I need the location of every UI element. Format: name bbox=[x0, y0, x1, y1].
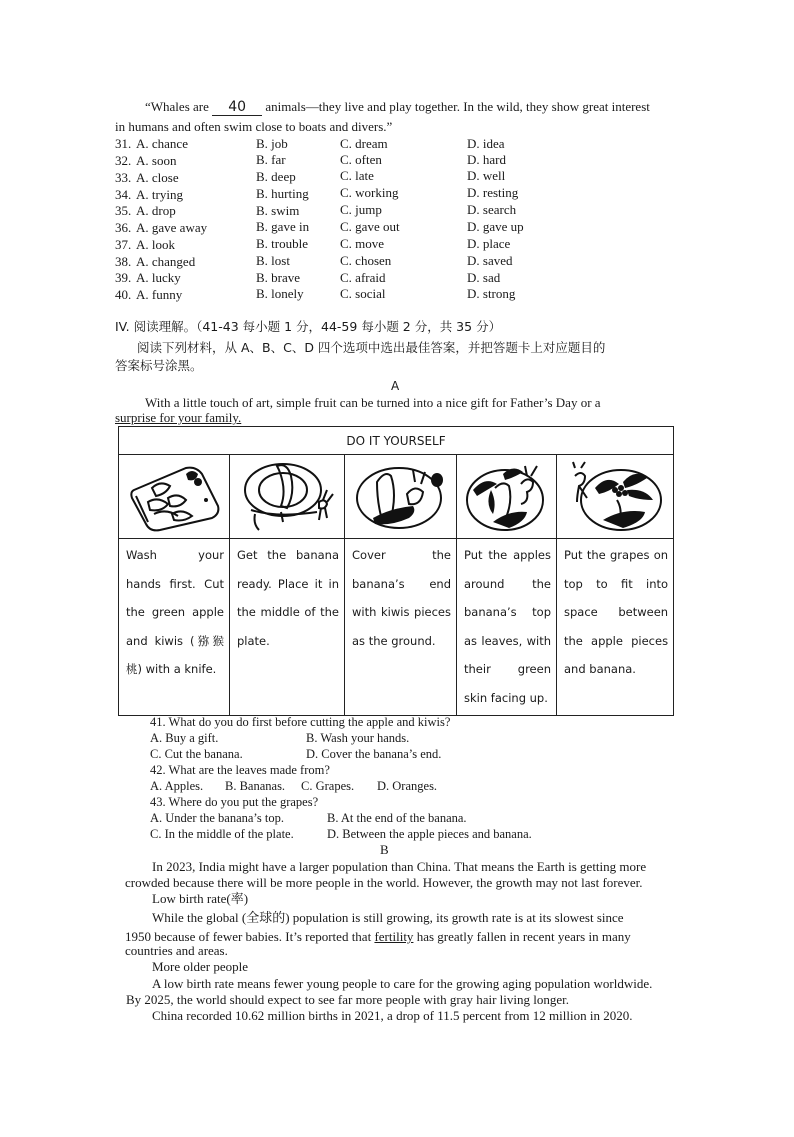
question-number: 35. bbox=[115, 203, 132, 218]
option-a: A. trying bbox=[136, 187, 183, 202]
option-a: A. chance bbox=[136, 136, 188, 151]
option-c: C. late bbox=[340, 168, 374, 183]
step-1-image bbox=[119, 455, 230, 539]
option-d: D. Cover the banana’s end. bbox=[306, 747, 442, 761]
option-d: D. saved bbox=[467, 253, 513, 268]
question-number: 38. bbox=[115, 254, 132, 269]
diy-table bbox=[118, 426, 674, 716]
option-c: C. Cut the banana. bbox=[150, 747, 243, 761]
underlined-word-fertility: fertility bbox=[374, 929, 414, 944]
question-number: 39. bbox=[115, 270, 132, 285]
option-b: B. swim bbox=[256, 203, 300, 218]
passage-b-p2-line1: While the global (全球的) population is still growing, its growth rate is at its slowest since bbox=[152, 910, 624, 925]
diy-table-title: DO IT YOURSELF bbox=[119, 427, 674, 455]
option-b: B. hurting bbox=[256, 186, 309, 201]
option-c: C. In the middle of the plate. bbox=[150, 827, 294, 841]
step-3-image bbox=[345, 455, 457, 539]
option-d: D. Between the apple pieces and banana. bbox=[327, 827, 532, 841]
option-c: C. dream bbox=[340, 136, 388, 151]
question-stem: 41. What do you do first before cutting the apple and kiwis? bbox=[150, 715, 451, 729]
passage-a-intro-line1: With a little touch of art, simple fruit can be turned into a nice gift for Father’s Day or a bbox=[145, 395, 601, 410]
cloze-passage-line2: in humans and often swim close to boats and divers.” bbox=[115, 119, 393, 134]
step-2-image bbox=[230, 455, 345, 539]
instruction-line2: 答案标号涂黑。 bbox=[115, 358, 203, 373]
blank-40: 40 bbox=[212, 100, 262, 116]
option-c: C. jump bbox=[340, 202, 382, 217]
passage-text: 1950 because of fewer babies. It’s reported that bbox=[125, 929, 375, 944]
option-b: B. lonely bbox=[256, 286, 304, 301]
question-number: 37. bbox=[115, 237, 132, 252]
passage-b-label: B bbox=[380, 842, 389, 857]
passage-b-p3-line2: By 2025, the world should expect to see far more people with gray hair living longer. bbox=[126, 992, 569, 1007]
option-d: D. Oranges. bbox=[377, 779, 438, 793]
option-c: C. chosen bbox=[340, 253, 392, 268]
option-a: A. Under the banana’s top. bbox=[150, 811, 284, 825]
banana-on-plate-icon bbox=[237, 460, 337, 534]
option-b: B. job bbox=[256, 136, 288, 151]
question-number: 34. bbox=[115, 187, 132, 202]
option-c: C. often bbox=[340, 152, 382, 167]
passage-b-p1-line1: In 2023, India might have a larger population than China. That means the Earth is getting more bbox=[152, 859, 647, 874]
option-a: A. Buy a gift. bbox=[150, 731, 219, 745]
option-d: D. hard bbox=[467, 152, 506, 167]
passage-text: animals—they live and play together. In the wild, they show great interest bbox=[265, 99, 650, 114]
option-c: C. working bbox=[340, 185, 399, 200]
option-a: A. lucky bbox=[136, 270, 181, 285]
passage-b-p2-line3: countries and areas. bbox=[125, 943, 228, 958]
passage-text: has greatly fallen in recent years in many bbox=[413, 929, 631, 944]
option-b: B. deep bbox=[256, 169, 296, 184]
passage-text: “Whales are bbox=[145, 99, 209, 114]
option-b: B. brave bbox=[256, 270, 301, 285]
question-stem: 42. What are the leaves made from? bbox=[150, 763, 330, 777]
option-d: D. sad bbox=[467, 270, 501, 285]
passage-b-p1-line2: crowded because there will be more people in the world. However, the growth may not last forever. bbox=[125, 875, 643, 890]
passage-b-p4-line1: China recorded 10.62 million births in 2021, a drop of 11.5 percent from 12 million in 2020. bbox=[152, 1008, 633, 1023]
banana-kiwi-ground-icon bbox=[351, 460, 451, 534]
step-4-text: Put the apples around the banana’s top as leaves, with their green skin facing up. bbox=[457, 539, 557, 716]
option-c: C. Grapes. bbox=[301, 779, 355, 793]
passage-b-p3-line1: A low birth rate means fewer young people to care for the growing aging population worldwide. bbox=[152, 976, 653, 991]
option-b: B. gave in bbox=[256, 219, 310, 234]
question-number: 33. bbox=[115, 170, 132, 185]
passage-a-label: A bbox=[391, 379, 400, 393]
passage-b-heading-older-people: More older people bbox=[152, 959, 249, 974]
section-title: IV. 阅读理解。（41-43 每小题 1 分，44-59 每小题 2 分，共 35 分） bbox=[115, 319, 502, 334]
question-number: 32. bbox=[115, 153, 132, 168]
question-number: 31. bbox=[115, 136, 132, 151]
step-3-text: Cover the banana’s end with kiwis pieces as the ground. bbox=[345, 539, 457, 716]
question-stem: 43. Where do you put the grapes? bbox=[150, 795, 319, 809]
option-b: B. far bbox=[256, 152, 286, 167]
option-d: D. well bbox=[467, 168, 506, 183]
option-d: D. gave up bbox=[467, 219, 524, 234]
step-1-text: Wash your hands first. Cut the green apple and kiwis (猕猴桃) with a knife. bbox=[119, 539, 230, 716]
option-a: A. soon bbox=[136, 153, 177, 168]
option-a: A. look bbox=[136, 237, 175, 252]
option-a: A. close bbox=[136, 170, 179, 185]
passage-b-heading-low-birth-rate: Low birth rate(率) bbox=[152, 891, 249, 906]
option-d: D. search bbox=[467, 202, 517, 217]
apple-leaves-icon bbox=[463, 460, 551, 534]
step-5-image bbox=[557, 455, 674, 539]
option-d: D. strong bbox=[467, 286, 516, 301]
passage-a-intro-line2: surprise for your family. bbox=[115, 410, 242, 425]
option-a: A. drop bbox=[136, 203, 176, 218]
option-b: B. Wash your hands. bbox=[306, 731, 410, 745]
option-d: D. idea bbox=[467, 136, 505, 151]
option-c: C. move bbox=[340, 236, 385, 251]
question-number: 40. bbox=[115, 287, 132, 302]
cloze-passage-line1 bbox=[145, 99, 650, 116]
option-b: B. Bananas. bbox=[225, 779, 286, 793]
step-2-text: Get the banana ready. Place it in the middle of the plate. bbox=[230, 539, 345, 716]
option-c: C. gave out bbox=[340, 219, 400, 234]
option-b: B. lost bbox=[256, 253, 290, 268]
option-d: D. resting bbox=[467, 185, 519, 200]
instruction-line1: 阅读下列材料，从 A、B、C、D 四个选项中选出最佳答案，并把答题卡上对应题目的 bbox=[137, 340, 606, 355]
option-a: A. Apples. bbox=[150, 779, 204, 793]
option-c: C. afraid bbox=[340, 270, 386, 285]
question-number: 36. bbox=[115, 220, 132, 235]
option-d: D. place bbox=[467, 236, 511, 251]
option-b: B. At the end of the banana. bbox=[327, 811, 467, 825]
cutting-board-fruit-icon bbox=[126, 462, 222, 532]
step-4-image bbox=[457, 455, 557, 539]
option-a: A. funny bbox=[136, 287, 183, 302]
option-b: B. trouble bbox=[256, 236, 308, 251]
grapes-top-icon bbox=[565, 460, 665, 534]
option-c: C. social bbox=[340, 286, 386, 301]
option-a: A. gave away bbox=[136, 220, 208, 235]
step-5-text: Put the grapes on top to fit into space between the apple pieces and banana. bbox=[557, 539, 674, 716]
option-a: A. changed bbox=[136, 254, 196, 269]
